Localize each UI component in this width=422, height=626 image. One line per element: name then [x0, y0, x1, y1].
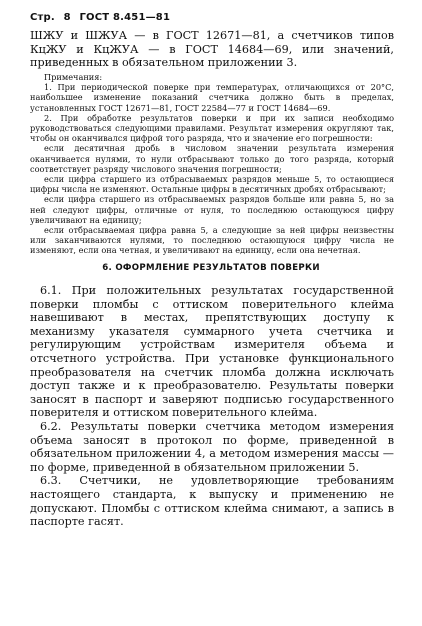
page-header — [30, 12, 175, 23]
intro-text: ШЖУ и ШЖУА — в ГОСТ 12671—81, а счетчиков типов КцЖУ и КцЖУА — в ГОСТ 14684—69, или значений, приведенных в обязательном приложении 3. — [30, 29, 394, 70]
paragraph-6-3: 6.3. Счетчики, не удовлетворяющие требованиям настоящего стандарта, к выпуску и применению не допускают. Пломбы с оттиском клейма снимают, а запись в паспорте гасят. — [30, 474, 394, 529]
section-body — [30, 284, 394, 529]
standard-code: ГОСТ 8.451—81 — [79, 12, 171, 23]
rounding-rule-2: если цифра старшего из отбрасываемых разрядов меньше 5, то остающиеся цифры числа не изменяют. Остальные цифры в десятичных дробях отбрасывают; — [30, 174, 394, 195]
rounding-rule-3: если цифра старшего из отбрасываемых разрядов больше или равна 5, но за ней следуют цифры, отличные от нуля, то последнюю остающуюся цифру увеличивают на единицу; — [30, 194, 394, 225]
section-title: 6. ОФОРМЛЕНИЕ РЕЗУЛЬТАТОВ ПОВЕРКИ — [102, 263, 320, 273]
rounding-rule-1: если десятичная дробь в числовом значении результата измерения оканчивается нулями, то нули отбрасывают только до того разряда, который соответствует разряду числового значения погрешности; — [30, 143, 394, 174]
page-number: 8 — [63, 12, 71, 23]
notes-heading: Примечания: — [44, 72, 103, 82]
notes-block — [30, 72, 394, 256]
paragraph-6-2: 6.2. Результаты поверки счетчика методом измерения объема заносят в протокол по форме, приведенной в обязательном приложении 4, а методом измерения массы — по форме, приведенной в обязательном приложении 5. — [30, 419, 394, 474]
intro-paragraph — [30, 29, 394, 70]
paragraph-6-1: 6.1. При положительных результатах государственной поверки пломбы с оттиском поверительного клейма навешивают в местах, препятствующих доступу к механизму указателя суммарного учета счетчика и регулирующим устройствам измерителя объема и отсчетного устройства. При установке функционального преобразователя на счетчик пломба должна исключать доступ также и к преобразователю. Результаты поверки заносят в паспорт и заверяют подписью государственного поверителя и оттиском поверительного клейма. — [30, 284, 394, 420]
note-1: 1. При периодической поверке при температурах, отличающихся от 20°С, наибольшее изменение показаний счетчика должно быть в пределах, установленных ГОСТ 12671—81, ГОСТ 22584—77 и ГОСТ 14684—69. — [30, 82, 394, 113]
note-2: 2. При обработке результатов поверки и при их записи необходимо руководствоваться следующими правилами. Результат измерения округляют так, чтобы он оканчивался цифрой того разряда, что и значение его погрешности: — [30, 112, 394, 144]
page-prefix: Стр. — [30, 12, 55, 23]
rounding-rule-4: если отбрасываемая цифра равна 5, а следующие за ней цифры неизвестны или заканчиваются нулями, то последнюю остающуюся цифру числа не изменяют, если она четная, и увеличивают на единицу, если она нечетная. — [30, 225, 394, 256]
